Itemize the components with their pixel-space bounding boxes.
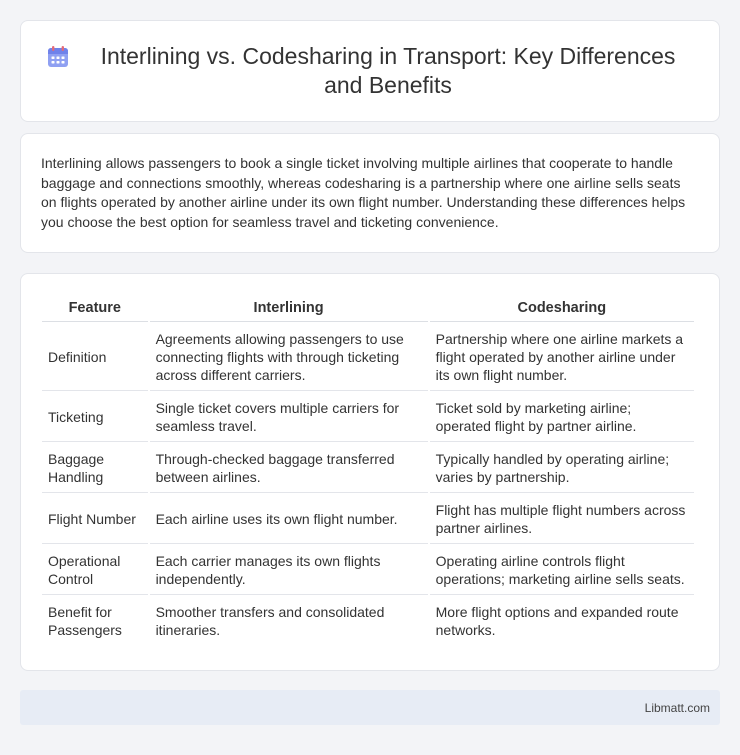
codesharing-cell: Flight has multiple flight numbers across partner airlines. [430, 495, 694, 544]
calendar-icon [45, 44, 71, 70]
interlining-cell: Each airline uses its own flight number. [150, 495, 428, 544]
header-interlining: Interlining [150, 295, 428, 322]
header-codesharing: Codesharing [430, 295, 694, 322]
table-header-row [42, 295, 694, 322]
feature-cell: Definition [42, 324, 148, 391]
codesharing-cell: More flight options and expanded route networks. [435, 604, 679, 638]
codesharing-cell: Typically handled by operating airline; varies by partnership. [430, 444, 694, 493]
title-card [20, 20, 720, 122]
title-wrap [45, 42, 695, 100]
interlining-cell: Single ticket covers multiple carriers for seamless travel. [150, 393, 428, 442]
header-feature: Feature [42, 295, 148, 322]
table-row [42, 597, 694, 645]
codesharing-cell: Ticket sold by marketing airline; operated flight by partner airline. [430, 393, 694, 442]
intro-paragraph: Interlining allows passengers to book a single ticket involving multiple airlines that cooperate to handle baggage and connections smoothly, whereas codesharing is a partnership where one airline sells seats on flights operated by another airline under its own flight number. Understanding these differences helps you choose the best option for seamless travel and ticketing convenience. [41, 155, 686, 230]
interlining-cell: Each carrier manages its own flights independently. [150, 546, 428, 595]
table-row [42, 324, 694, 391]
table-row [42, 393, 694, 442]
table-row [42, 444, 694, 493]
feature-cell: Ticketing [42, 393, 148, 442]
comparison-table [40, 293, 696, 647]
feature-cell: Operational Control [42, 546, 148, 595]
interlining-cell: Agreements allowing passengers to use connecting flights with through ticketing across different carriers. [150, 324, 428, 391]
feature-cell: Baggage Handling [42, 444, 148, 493]
feature-cell: Flight Number [42, 495, 148, 544]
footer-brand-link[interactable]: Libmatt.com [644, 700, 710, 715]
feature-cell: Benefit for Passengers [48, 604, 122, 638]
table-row [42, 495, 694, 544]
codesharing-cell: Operating airline controls flight operations; marketing airline sells seats. [430, 546, 694, 595]
intro-card [20, 133, 720, 253]
footer-bar [20, 690, 720, 725]
table-row [42, 546, 694, 595]
codesharing-cell: Partnership where one airline markets a flight operated by another airline under its own flight number. [430, 324, 694, 391]
comparison-card [20, 273, 720, 671]
interlining-cell: Through-checked baggage transferred between airlines. [150, 444, 428, 493]
page-title: Interlining vs. Codesharing in Transport: Key Differences and Benefits [100, 43, 676, 98]
interlining-cell: Smoother transfers and consolidated itineraries. [155, 604, 385, 638]
